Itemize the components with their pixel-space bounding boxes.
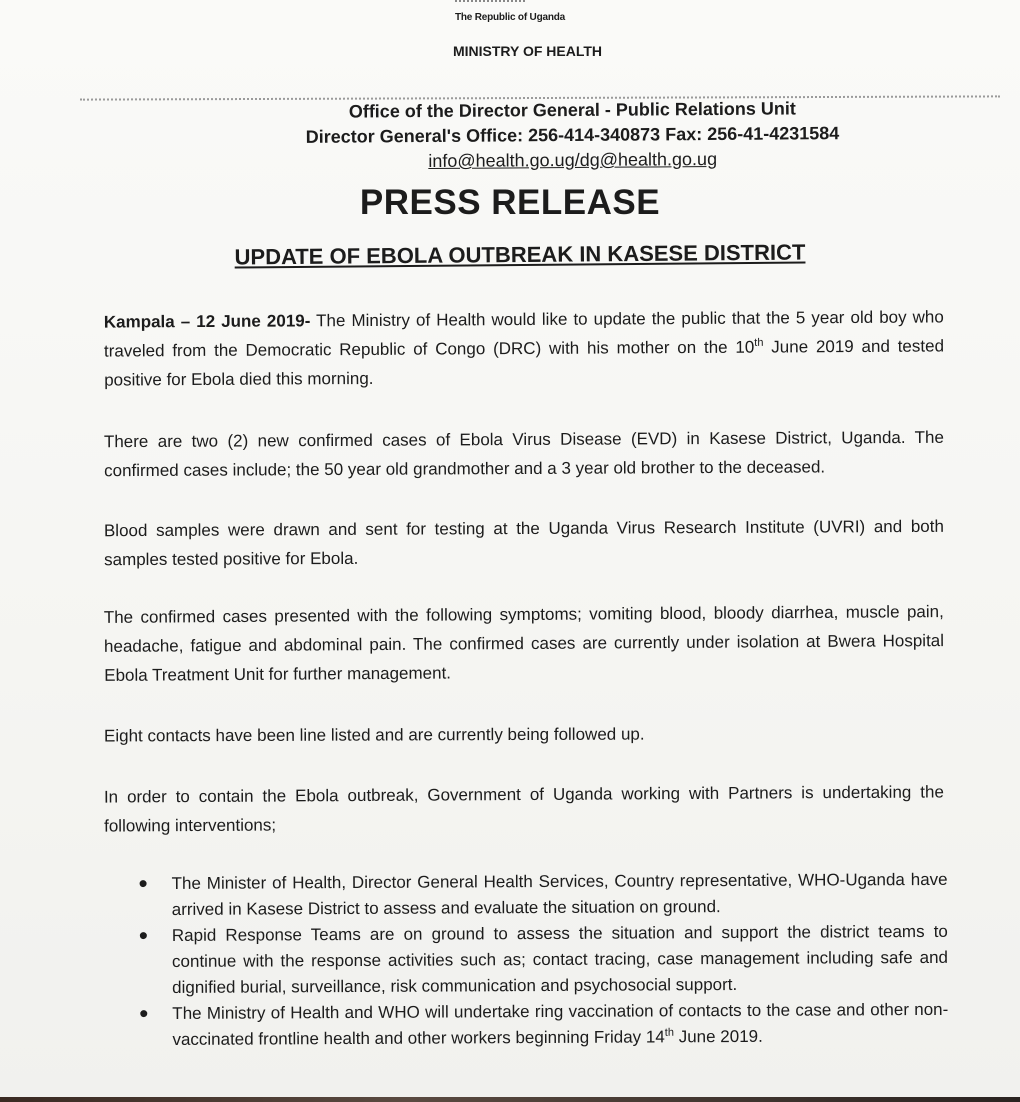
coat-of-arms-fragment — [455, 0, 525, 5]
email-link[interactable]: info@health.go.ug/dg@health.go.ug — [428, 148, 718, 172]
paragraph-1 — [104, 302, 945, 394]
paragraph-3-text: Blood samples were drawn and sent for testing at the Uganda Virus Research Institute (UVRI) and both samples tested positive for Ebola. — [103, 516, 944, 570]
paragraph-6-text: In order to contain the Ebola outbreak, Government of Uganda working with Partners is undertaking the following interventions; — [103, 782, 944, 836]
list-item — [140, 919, 948, 1001]
paragraph-5 — [104, 719, 944, 751]
list-item — [140, 867, 948, 923]
superscript-th: th — [664, 1026, 674, 1039]
office-line: Office of the Director General - Public Relations Unit — [348, 98, 796, 122]
paragraph-2 — [104, 423, 944, 485]
paragraph-5-text: Eight contacts have been line listed and are currently being followed up. — [103, 724, 645, 746]
office-header — [0, 94, 1020, 177]
list-item — [140, 997, 948, 1053]
paragraph-3 — [104, 512, 944, 574]
bullet-icon — [140, 1010, 147, 1017]
bullet-icon — [140, 932, 147, 939]
press-release-heading: PRESS RELEASE — [359, 183, 661, 222]
bullet-1-text: The Minister of Health, Director General Health Services, Country representative, WHO-Uganda have arrived in Kasese District to assess and evaluate the situation on ground. — [171, 869, 948, 919]
bullet-3-text-b: June 2019. — [673, 1026, 763, 1047]
paragraph-1-text-a: The Ministry of Health would like to update the public that the 5 year old boy who traveled from the Democratic Republic of Congo (DRC) with his mother on the 10 — [103, 307, 944, 361]
document-title: UPDATE OF EBOLA OUTBREAK IN KASESE DISTRICT — [234, 239, 806, 270]
paragraph-4 — [104, 597, 945, 690]
republic-label: The Republic of Uganda — [454, 12, 566, 23]
interventions-list — [140, 867, 949, 1053]
bullet-2-text: Rapid Response Teams are on ground to assess the situation and support the district teams to continue with the response activities such as; contact tracing, case management including safe and dignified burial, surveillance, risk communication and psychosocial support. — [171, 921, 949, 997]
bullet-3-text-a: The Ministry of Health and WHO will undertake ring vaccination of contacts to the case and other non-vaccinated frontline health and other workers beginning Friday 14 — [172, 999, 949, 1049]
dateline: Kampala – 12 June 2019- — [103, 311, 311, 332]
page-bottom-edge — [0, 1097, 1020, 1102]
contact-line: Director General's Office: 256-414-340873 Fax: 256-41-4231584 — [305, 123, 840, 147]
ministry-name: MINISTRY OF HEALTH — [452, 43, 603, 59]
paragraph-6 — [104, 777, 944, 840]
superscript-th: th — [754, 336, 764, 349]
paragraph-2-text: There are two (2) new confirmed cases of Ebola Virus Disease (EVD) in Kasese District, Uganda. The confirmed cases include; the 50 year old grandmother and a 3 year old brother to the deceased. — [103, 427, 944, 481]
bullet-icon — [140, 880, 147, 887]
paragraph-1-text-b: June 2019 and tested positive for Ebola died this morning. — [104, 336, 945, 390]
paragraph-4-text: The confirmed cases presented with the following symptoms; vomiting blood, bloody diarrhea, muscle pain, headache, fatigue and abdominal pain. The confirmed cases are currently under isolation at Bwera Hospital Ebola Treatment Unit for further management. — [103, 602, 945, 685]
